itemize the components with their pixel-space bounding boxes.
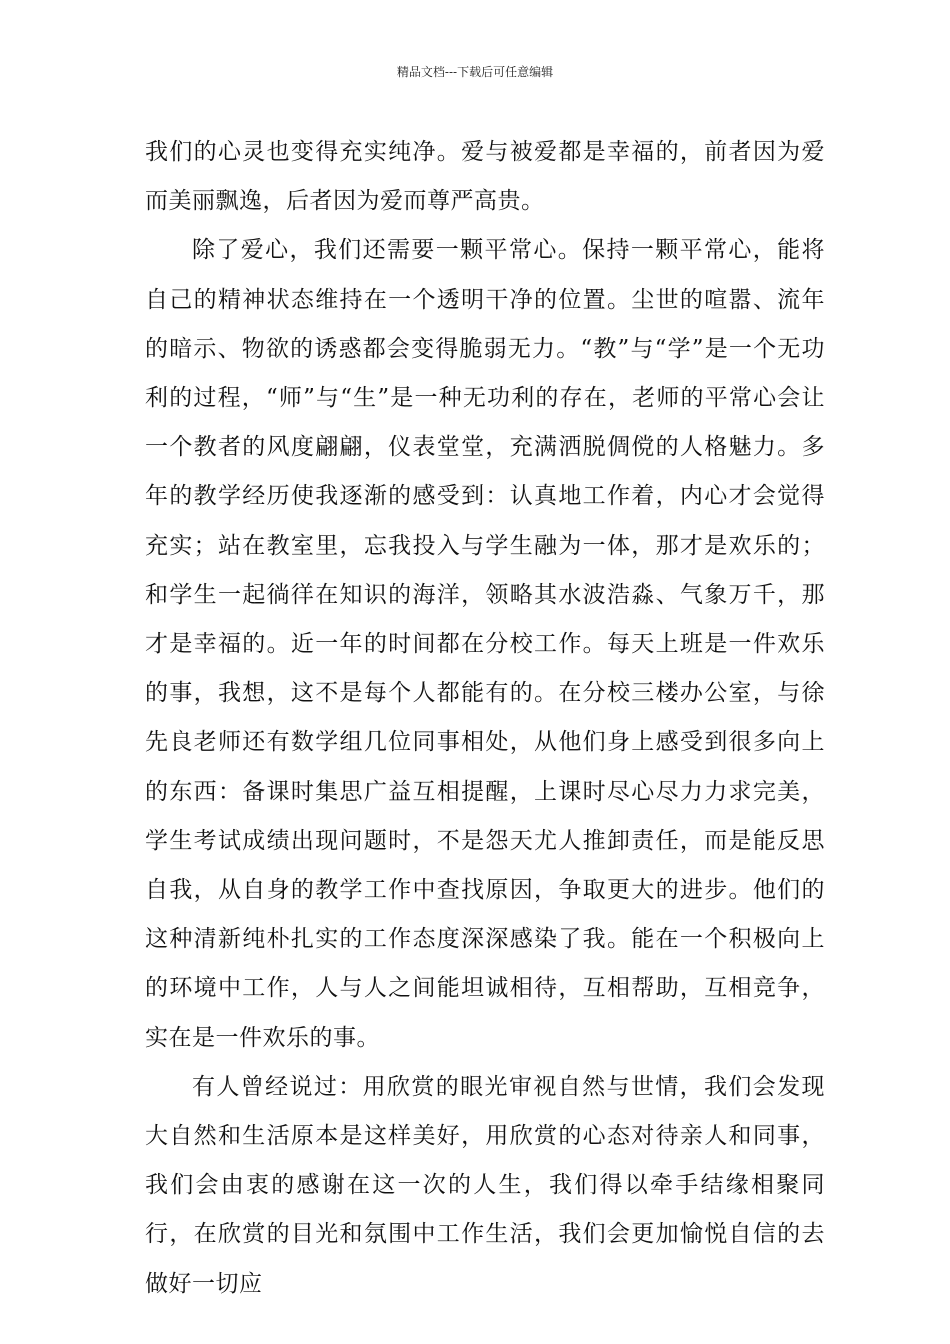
paragraph-continued: 我们的心灵也变得充实纯净。爱与被爱都是幸福的，前者因为爱而美丽飘逸，后者因为爱而尊严高贵。 (145, 139, 825, 215)
document-body (145, 128, 825, 1309)
paragraph-equanimity: 除了爱心，我们还需要一颗平常心。保持一颗平常心，能将自己的精神状态维持在一个透明干净的位置。尘世的喧嚣、流年的暗示、物欲的诱惑都会变得脆弱无力。“教”与“学”是一个无功利的过程，“师”与“生”是一种无功利的存在，老师的平常心会让一个教者的风度翩翩，仪表堂堂，充满洒脱倜傥的人格魅力。多年的教学经历使我逐渐的感受到：认真地工作着，内心才会觉得充实；站在教室里，忘我投入与学生融为一体，那才是欢乐的；和学生一起徜徉在知识的海洋，领略其水波浩淼、气象万千，那才是幸福的。近一年的时间都在分校工作。每天上班是一件欢乐的事，我想，这不是每个人都能有的。在分校三楼办公室，与徐先良老师还有数学组几位同事相处，从他们身上感受到很多向上的东西：备课时集思广益互相提醒，上课时尽心尽力力求完美，学生考试成绩出现问题时，不是怨天尤人推卸责任，而是能反思自我，从自身的教学工作中查找原因，争取更大的进步。他们的这种清新纯朴扎实的工作态度深深感染了我。能在一个积极向上的环境中工作，人与人之间能坦诚相待，互相帮助，互相竞争，实在是一件欢乐的事。 (145, 237, 825, 1051)
paragraph-appreciation: 有人曾经说过：用欣赏的眼光审视自然与世情，我们会发现大自然和生活原本是这样美好，用欣赏的心态对待亲人和同事，我们会由衷的感谢在这一次的人生，我们得以牵手结缘相聚同行，在欣赏的目光和氛围中工作生活，我们会更加愉悦自信的去做好一切应 (145, 1073, 825, 1297)
page-header: 精品文档---下载后可任意编辑 (396, 65, 554, 79)
